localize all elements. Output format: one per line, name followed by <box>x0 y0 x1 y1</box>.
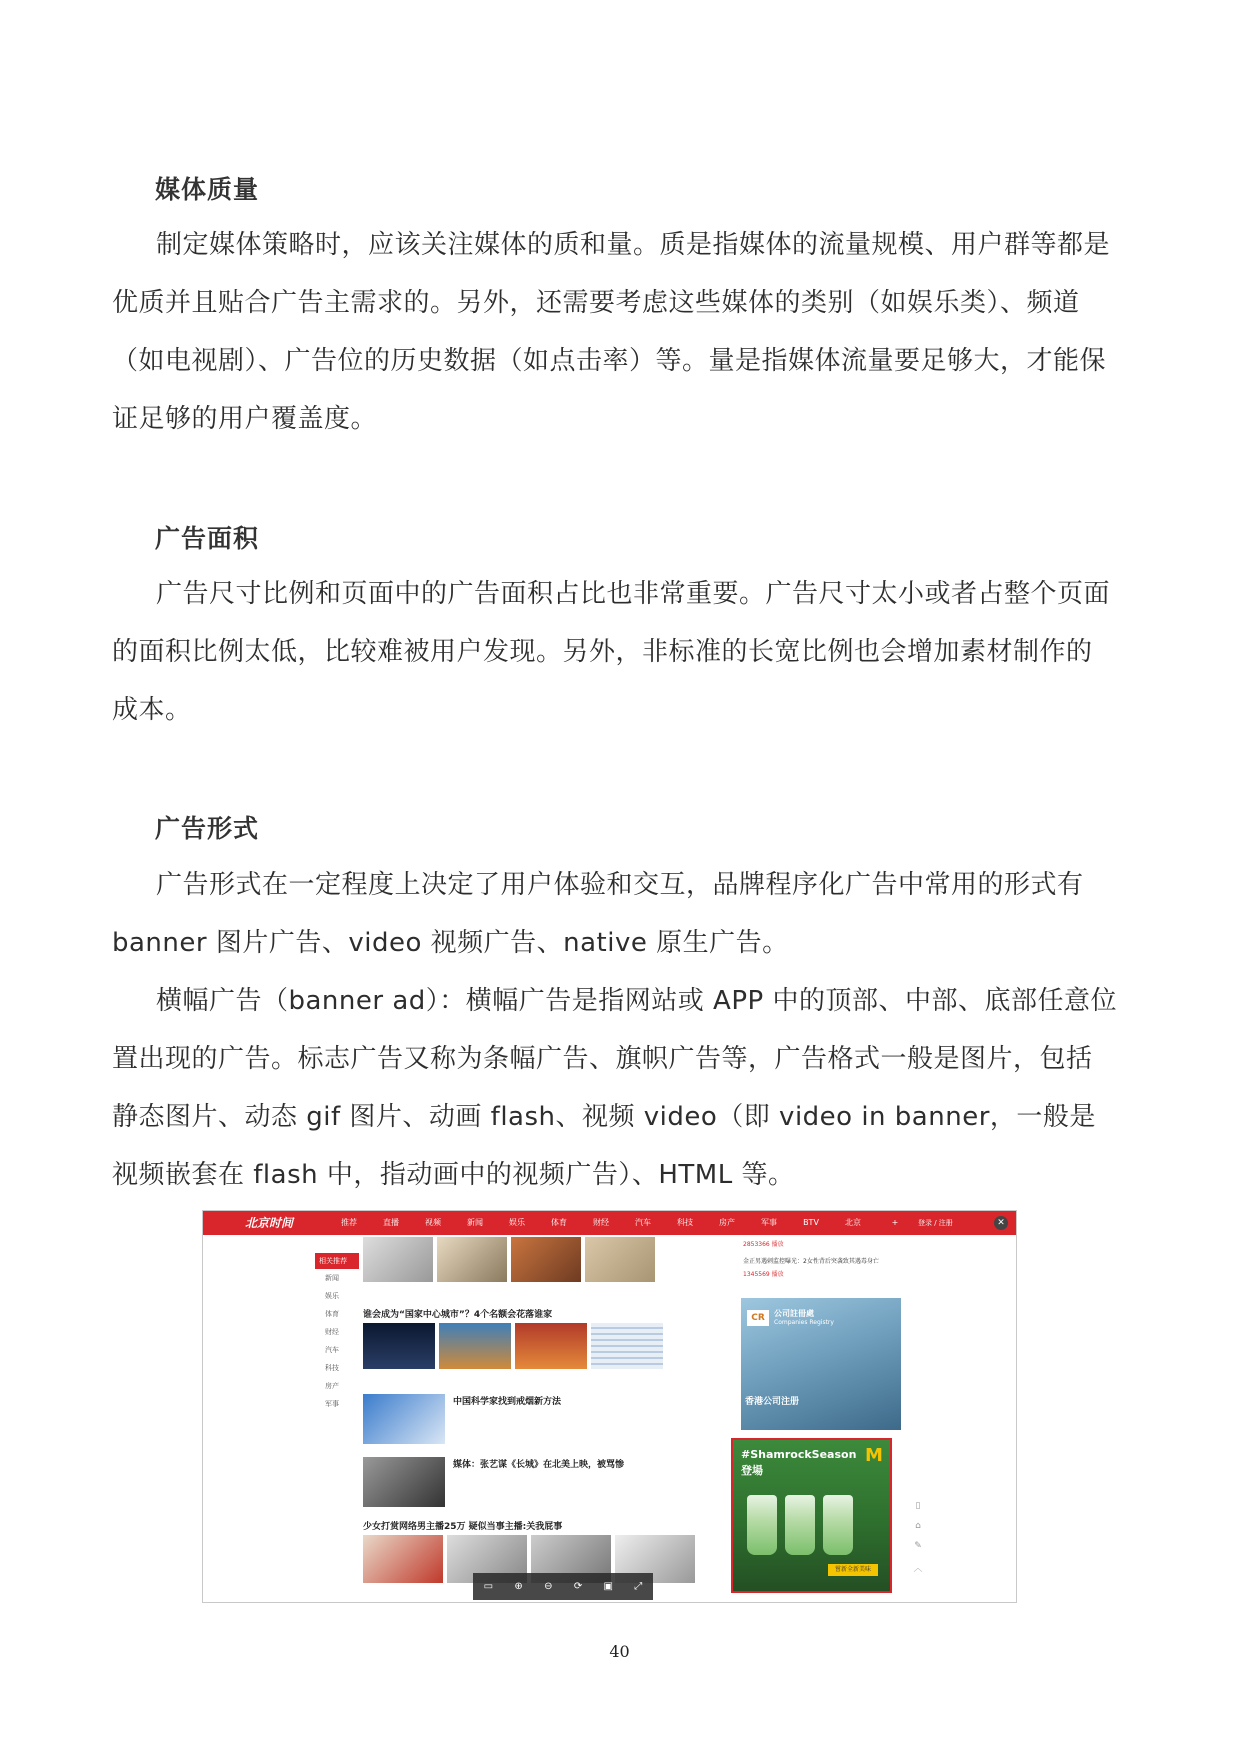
ad-subtitle: Companies Registry <box>774 1319 834 1326</box>
feedback-icon[interactable]: ✎ <box>914 1541 922 1551</box>
sidebar-item[interactable]: 军事 <box>325 1400 339 1408</box>
news-thumbnail[interactable] <box>437 1237 507 1282</box>
cr-logo: CR <box>747 1310 769 1326</box>
sidebar-item[interactable]: 新闻 <box>325 1274 339 1282</box>
companies-registry-banner-ad[interactable] <box>741 1298 901 1430</box>
sidebar-item[interactable]: 娱乐 <box>325 1292 339 1300</box>
site-logo: 北京时间 <box>245 1216 294 1230</box>
page-number: 40 <box>609 1642 630 1661</box>
nav-item[interactable]: 科技 <box>677 1218 693 1227</box>
paragraph-banner-ad: 横幅广告（banner ad）：横幅广告是指网站或 APP 中的顶部、中部、底部任意位置出现的广告。标志广告又称为条幅广告、旗帜广告等，广告格式一般是图片，包括静态图片、动态 gif 图片、动画 flash、视频 video（即 video in banner，一般是视频嵌套在 flash 中，指动画中的视频广告）、HTML 等。 <box>112 986 1117 1190</box>
close-icon[interactable]: ✕ <box>994 1216 1008 1230</box>
ad-tagline: 登場 <box>741 1464 763 1477</box>
back-to-top-icon[interactable]: ︿ <box>913 1564 923 1574</box>
drink-cup-image <box>747 1495 777 1555</box>
phone-icon[interactable]: ▯ <box>915 1501 921 1511</box>
paragraph-ad-area: 广告尺寸比例和页面中的广告面积占比也非常重要。广告尺寸太小或者占整个页面的面积比例太低，比较难被用户发现。另外，非标准的长宽比例也会增加素材制作的成本。 <box>112 579 1111 725</box>
site-top-nav-bar <box>203 1211 1016 1235</box>
view-count: 2853366 播放 <box>743 1241 784 1248</box>
sidebar-item[interactable]: 房产 <box>325 1382 339 1390</box>
nav-item[interactable]: BTV <box>803 1218 819 1227</box>
news-thumbnail[interactable] <box>591 1323 663 1369</box>
shamrock-season-banner-ad[interactable] <box>731 1438 892 1593</box>
zoom-in-icon[interactable]: ⊕ <box>514 1581 523 1592</box>
paragraph-ad-format-intro: 广告形式在一定程度上决定了用户体验和交互，品牌程序化广告中常用的形式有banner 图片广告、video 视频广告、native 原生广告。 <box>112 870 1084 958</box>
section-title-ad-format: 广告形式 <box>155 814 260 843</box>
news-thumbnail[interactable] <box>363 1323 435 1369</box>
news-headline[interactable]: 谁会成为“国家中心城市”？4个名额会花落谁家 <box>363 1310 553 1320</box>
sidebar-item-related[interactable]: 相关推荐 <box>315 1253 359 1269</box>
sidebar-item[interactable]: 汽车 <box>325 1346 339 1354</box>
nav-item[interactable]: 房产 <box>719 1218 735 1227</box>
ad-title: 公司註冊處 <box>774 1309 814 1318</box>
rotate-icon[interactable]: ⟳ <box>573 1581 583 1592</box>
news-thumbnail[interactable] <box>363 1237 433 1282</box>
sidebar-item[interactable]: 体育 <box>325 1310 339 1318</box>
paragraph-media-quality: 制定媒体策略时，应该关注媒体的质和量。质是指媒体的流量规模、用户群等都是优质并且贴合广告主需求的。另外，还需要考虑这些媒体的类别（如娱乐类）、频道（如电视剧）、广告位的历史数据（如点击率）等。量是指媒体流量要足够大，才能保证足够的用户覆盖度。 <box>112 230 1111 434</box>
image-viewer-toolbar <box>473 1573 653 1600</box>
floating-side-toolbar <box>911 1501 925 1584</box>
ad-hashtag: #ShamrockSeason <box>741 1448 857 1461</box>
news-thumbnail[interactable] <box>511 1237 581 1282</box>
news-thumbnail[interactable] <box>439 1323 511 1369</box>
ad-cta-button[interactable]: 嘗新全新美味 <box>828 1564 878 1576</box>
nav-item[interactable]: 体育 <box>551 1218 567 1227</box>
nav-item[interactable]: 汽车 <box>635 1218 651 1227</box>
nav-item[interactable]: 推荐 <box>341 1218 357 1227</box>
home-icon[interactable]: ⌂ <box>915 1521 921 1531</box>
ad-label: 香港公司注册 <box>745 1397 800 1407</box>
embedded-webpage-screenshot <box>202 1210 1017 1603</box>
news-headline[interactable]: 中国科学家找到戒烟新方法 <box>453 1397 562 1407</box>
site-nav <box>328 1211 916 1235</box>
section-title-media-quality: 媒体质量 <box>155 175 260 204</box>
related-headline[interactable]: 金正男遇刺监控曝光：2女性背后突袭致其遇毒身亡 <box>743 1258 879 1265</box>
news-thumbnail[interactable] <box>363 1457 445 1507</box>
news-headline[interactable]: 少女打赏网络男主播25万 疑似当事主播:关我屁事 <box>363 1522 563 1532</box>
fit-screen-icon[interactable]: ▭ <box>483 1581 494 1592</box>
news-thumbnail[interactable] <box>363 1394 445 1444</box>
sidebar-item[interactable]: 科技 <box>325 1364 339 1372</box>
nav-item[interactable]: 财经 <box>593 1218 609 1227</box>
login-register-link[interactable]: 登录 / 注册 <box>918 1219 953 1227</box>
news-headline[interactable]: 媒体：张艺谋《长城》在北美上映，被骂惨 <box>453 1460 625 1470</box>
nav-item[interactable]: 娱乐 <box>509 1218 525 1227</box>
expand-icon[interactable]: ⤢ <box>634 1581 643 1592</box>
site-sidebar <box>315 1253 359 1413</box>
nav-add-icon[interactable]: + <box>891 1218 899 1227</box>
nav-item[interactable]: 新闻 <box>467 1218 483 1227</box>
news-thumbnail[interactable] <box>585 1237 655 1282</box>
drink-cup-image <box>823 1495 853 1555</box>
nav-item[interactable]: 直播 <box>383 1218 399 1227</box>
news-thumbnail[interactable] <box>363 1535 443 1583</box>
mcdonalds-logo-icon: M <box>865 1445 883 1466</box>
nav-item[interactable]: 北京 <box>845 1218 861 1227</box>
nav-item[interactable]: 军事 <box>761 1218 777 1227</box>
nav-item[interactable]: 视频 <box>425 1218 441 1227</box>
view-count: 1345569 播放 <box>743 1271 784 1278</box>
gallery-icon[interactable]: ▣ <box>603 1581 613 1592</box>
section-title-ad-area: 广告面积 <box>155 524 260 553</box>
news-thumbnail[interactable] <box>515 1323 587 1369</box>
drink-cup-image <box>785 1495 815 1555</box>
zoom-out-icon[interactable]: ⊖ <box>544 1581 553 1592</box>
sidebar-item[interactable]: 财经 <box>325 1328 339 1336</box>
